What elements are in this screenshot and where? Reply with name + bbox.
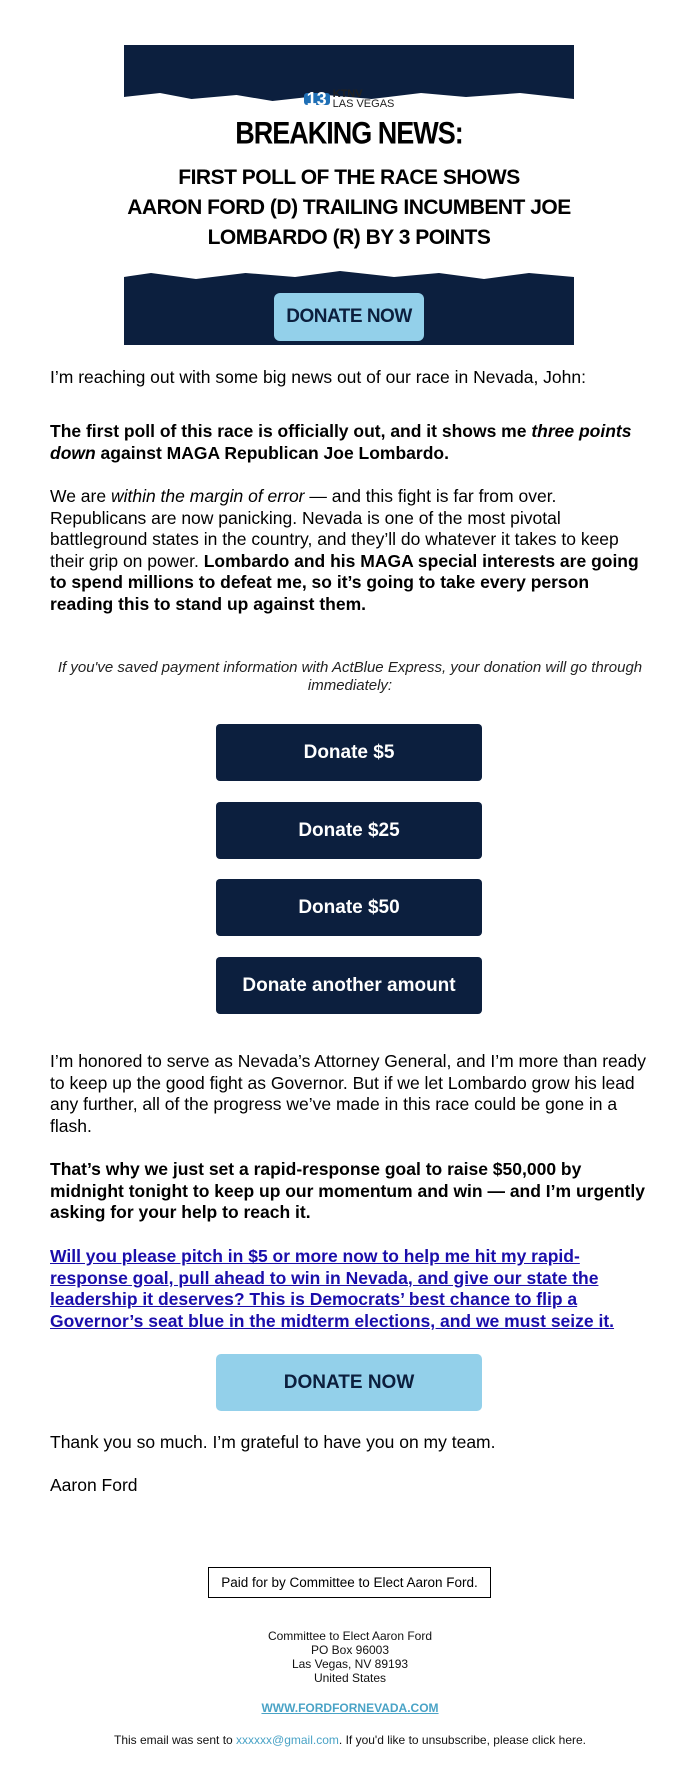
- donate-now-button[interactable]: DONATE NOW: [216, 1354, 482, 1411]
- intro-text: I’m reaching out with some big news out of our race in Nevada, John:: [50, 367, 586, 387]
- unsubscribe-notice: This email was sent to xxxxxx@gmail.com. If you'd like to unsubscribe, please click here.: [113, 1733, 586, 1747]
- email-link[interactable]: xxxxxx@gmail.com: [236, 1733, 339, 1747]
- logo-station: KTNV: [332, 88, 363, 100]
- donate-50-button[interactable]: Donate $50: [216, 879, 482, 936]
- paid-for-disclaimer: Paid for by Committee to Elect Aaron Ford.: [208, 1567, 491, 1598]
- logo-city: LAS VEGAS: [332, 98, 395, 110]
- banner-subheadline: [124, 163, 574, 253]
- margin-paragraph: We are within the margin of error — and this fight is far from over. Republicans are now panicking. Nevada is one of the most pivotal battleground states in the country, and they’ll do whatever it takes to keep their grip on power. Lombardo and his MAGA special interests are going to spend millions to defeat me, so it’s going to take every person reading this to stand up against them.: [50, 486, 639, 614]
- sub-line: AARON FORD (D) TRAILING INCUMBENT JOE: [127, 196, 571, 219]
- pitch-in-link[interactable]: Will you please pitch in $5 or more now to help me hit my rapid-response goal, pull ahead to win in Nevada, and give our state the leadership it deserves? This is Democrats’ best chance to flip a Governor’s seat blue in the midterm elections, and we must seize it.: [50, 1246, 615, 1331]
- address-line: Las Vegas, NV 89193: [291, 1657, 409, 1671]
- sub-line: LOMBARDO (R) BY 3 POINTS: [207, 226, 491, 249]
- attorney-general-paragraph: I’m honored to serve as Nevada’s Attorney General, and I’m more than ready to keep up the good fight as Governor. But if we let Lombardo grow his lead any further, all of the progress we’ve made in this race could be gone in a flash.: [50, 1051, 646, 1136]
- unsubscribe-text[interactable]: . If you'd like to unsubscribe, please click here.: [338, 1733, 586, 1747]
- ktnv-logo: [124, 89, 574, 109]
- breaking-news-banner[interactable]: [124, 45, 574, 345]
- address-line: Committee to Elect Aaron Ford: [267, 1629, 433, 1643]
- banner-donate-button[interactable]: DONATE NOW: [274, 293, 424, 341]
- sub-line: FIRST POLL OF THE RACE SHOWS: [178, 166, 520, 189]
- address-line: PO Box 96003: [310, 1643, 390, 1657]
- actblue-note: If you've saved payment information with ActBlue Express, your donation will go through immediately:: [57, 659, 643, 694]
- signature: Aaron Ford: [50, 1475, 138, 1495]
- donate-other-amount-button[interactable]: Donate another amount: [216, 957, 482, 1014]
- goal-paragraph: That’s why we just set a rapid-response goal to raise $50,000 by midnight tonight to keep up our momentum and win — and I’m urgently asking for your help to reach it.: [50, 1159, 645, 1223]
- mailing-address: [0, 1629, 700, 1685]
- channel-13-icon: 13: [304, 93, 330, 105]
- donate-25-button[interactable]: Donate $25: [216, 802, 482, 859]
- banner-headline: BREAKING NEWS:: [235, 115, 463, 151]
- thanks-text: Thank you so much. I’m grateful to have you on my team.: [50, 1432, 496, 1452]
- website-link[interactable]: WWW.FORDFORNEVADA.COM: [261, 1701, 439, 1715]
- address-line: United States: [313, 1671, 387, 1685]
- donate-5-button[interactable]: Donate $5: [216, 724, 482, 781]
- poll-paragraph: The first poll of this race is officially out, and it shows me three points down against MAGA Republican Joe Lombardo.: [50, 421, 632, 463]
